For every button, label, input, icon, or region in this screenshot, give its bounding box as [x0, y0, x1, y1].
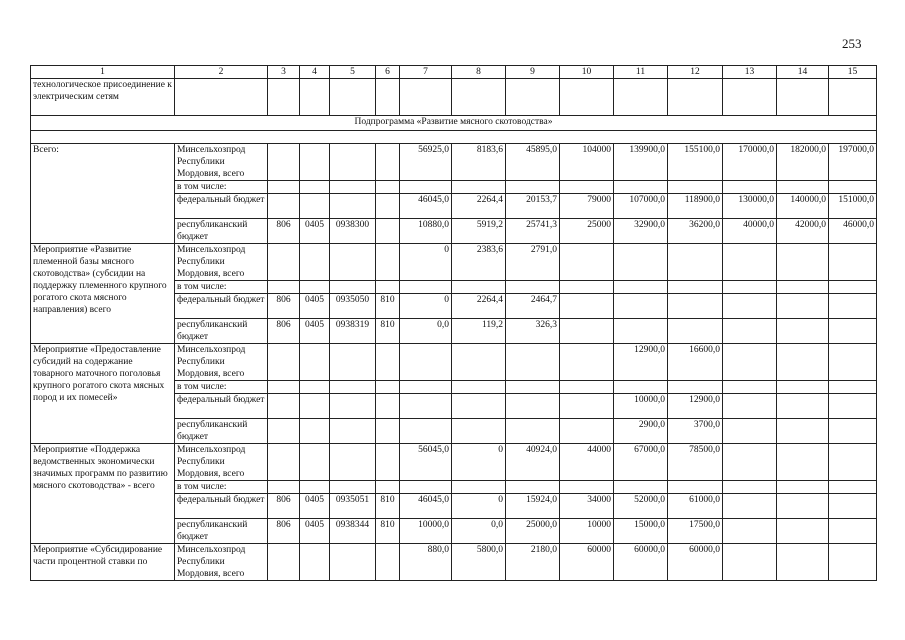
value-cell: 0,0 [400, 319, 452, 344]
value-cell [614, 319, 668, 344]
value-cell: 45895,0 [506, 144, 560, 181]
value-cell: 119,2 [452, 319, 506, 344]
value-cell [777, 319, 829, 344]
column-number-header: 3 [268, 66, 300, 79]
value-cell: 0 [400, 244, 452, 281]
value-cell [330, 181, 376, 194]
value-cell [506, 344, 560, 381]
value-cell [376, 419, 400, 444]
value-cell [829, 181, 877, 194]
funding-source-cell: в том числе: [175, 481, 268, 494]
value-cell [376, 244, 400, 281]
funding-source-cell: республиканский бюджет [175, 319, 268, 344]
value-cell [829, 519, 877, 544]
value-cell [300, 144, 330, 181]
value-cell [400, 281, 452, 294]
column-number-header: 5 [330, 66, 376, 79]
value-cell [723, 294, 777, 319]
value-cell [452, 381, 506, 394]
value-cell [268, 481, 300, 494]
value-cell: 60000,0 [614, 544, 668, 581]
value-cell [723, 519, 777, 544]
value-cell [330, 281, 376, 294]
column-number-header: 12 [668, 66, 723, 79]
value-cell: 42000,0 [777, 219, 829, 244]
value-cell [560, 381, 614, 394]
value-cell [376, 544, 400, 581]
value-cell [268, 344, 300, 381]
value-cell [560, 181, 614, 194]
value-cell [614, 181, 668, 194]
value-cell [777, 281, 829, 294]
value-cell: 0935051 [330, 494, 376, 519]
value-cell: 2180,0 [506, 544, 560, 581]
value-cell: 60000,0 [668, 544, 723, 581]
value-cell: 5800,0 [452, 544, 506, 581]
value-cell: 46000,0 [829, 219, 877, 244]
value-cell: 139900,0 [614, 144, 668, 181]
value-cell: 155100,0 [668, 144, 723, 181]
value-cell: 10880,0 [400, 219, 452, 244]
funding-source-cell: в том числе: [175, 281, 268, 294]
value-cell [723, 494, 777, 519]
value-cell [668, 244, 723, 281]
value-cell [506, 394, 560, 419]
value-cell [829, 394, 877, 419]
group-title: Мероприятие «Субсидирование части процентной ставки по [31, 544, 175, 581]
row-title: технологическое присоединение к электрическим сетям [31, 79, 175, 116]
value-cell: 0935050 [330, 294, 376, 319]
value-cell: 79000 [560, 194, 614, 219]
budget-table [30, 65, 877, 581]
table-row [31, 144, 877, 181]
group-title: Мероприятие «Развитие племенной базы мясного скотоводства» (субсидии на поддержку племенного крупного рогатого скота мясного направления) всего [31, 244, 175, 344]
value-cell [723, 544, 777, 581]
value-cell [506, 181, 560, 194]
value-cell [560, 344, 614, 381]
funding-source-cell: республиканский бюджет [175, 419, 268, 444]
value-cell [723, 344, 777, 381]
column-number-header: 15 [829, 66, 877, 79]
value-cell: 60000 [560, 544, 614, 581]
value-cell [400, 381, 452, 394]
value-cell: 2383,6 [452, 244, 506, 281]
value-cell [506, 281, 560, 294]
value-cell: 12900,0 [668, 394, 723, 419]
value-cell [777, 494, 829, 519]
value-cell [723, 181, 777, 194]
column-number-header: 4 [300, 66, 330, 79]
value-cell [268, 381, 300, 394]
value-cell [829, 294, 877, 319]
value-cell [376, 219, 400, 244]
value-cell [777, 444, 829, 481]
value-cell [829, 419, 877, 444]
value-cell: 0 [452, 494, 506, 519]
value-cell [506, 381, 560, 394]
funding-source-cell: Минсельхозпрод Республики Мордовия, всего [175, 344, 268, 381]
column-number-header: 1 [31, 66, 175, 79]
value-cell: 8183,6 [452, 144, 506, 181]
value-cell [668, 294, 723, 319]
value-cell: 0405 [300, 319, 330, 344]
value-cell: 0 [452, 444, 506, 481]
value-cell [330, 244, 376, 281]
value-cell [376, 281, 400, 294]
value-cell: 15924,0 [506, 494, 560, 519]
value-cell [376, 181, 400, 194]
value-cell [723, 444, 777, 481]
value-cell: 46045,0 [400, 194, 452, 219]
value-cell: 151000,0 [829, 194, 877, 219]
funding-source-cell: республиканский бюджет [175, 219, 268, 244]
funding-source-cell: федеральный бюджет [175, 294, 268, 319]
value-cell [614, 381, 668, 394]
value-cell [268, 544, 300, 581]
value-cell [268, 194, 300, 219]
table-row [31, 344, 877, 381]
value-cell: 78500,0 [668, 444, 723, 481]
funding-source-cell: в том числе: [175, 181, 268, 194]
value-cell: 17500,0 [668, 519, 723, 544]
funding-source-cell: федеральный бюджет [175, 494, 268, 519]
value-cell: 806 [268, 219, 300, 244]
value-cell [452, 394, 506, 419]
column-number-header: 9 [506, 66, 560, 79]
group-title: Мероприятие «Предоставление субсидий на содержание товарного маточного поголовья крупного рогатого скота мясных пород и их помесей» [31, 344, 175, 444]
value-cell [723, 381, 777, 394]
value-cell [400, 181, 452, 194]
table-row [31, 444, 877, 481]
value-cell [300, 394, 330, 419]
value-cell [668, 181, 723, 194]
value-cell [452, 419, 506, 444]
value-cell [723, 419, 777, 444]
value-cell [268, 394, 300, 419]
value-cell: 25000,0 [506, 519, 560, 544]
value-cell [829, 344, 877, 381]
value-cell: 15000,0 [614, 519, 668, 544]
value-cell [668, 381, 723, 394]
value-cell [777, 481, 829, 494]
value-cell [560, 294, 614, 319]
column-number-header: 10 [560, 66, 614, 79]
value-cell: 16600,0 [668, 344, 723, 381]
value-cell [560, 281, 614, 294]
value-cell: 2900,0 [614, 419, 668, 444]
value-cell [400, 394, 452, 419]
value-cell: 25741,3 [506, 219, 560, 244]
value-cell: 810 [376, 319, 400, 344]
value-cell [777, 181, 829, 194]
value-cell [376, 381, 400, 394]
table-row [31, 79, 877, 116]
value-cell [452, 181, 506, 194]
value-cell [829, 494, 877, 519]
value-cell: 0405 [300, 294, 330, 319]
value-cell [829, 544, 877, 581]
value-cell: 10000,0 [614, 394, 668, 419]
value-cell [300, 544, 330, 581]
value-cell [777, 244, 829, 281]
value-cell [376, 144, 400, 181]
value-cell: 806 [268, 494, 300, 519]
value-cell [376, 394, 400, 419]
value-cell: 326,3 [506, 319, 560, 344]
column-number-header: 11 [614, 66, 668, 79]
value-cell: 5919,2 [452, 219, 506, 244]
value-cell: 34000 [560, 494, 614, 519]
value-cell: 40000,0 [723, 219, 777, 244]
column-number-header: 13 [723, 66, 777, 79]
value-cell [777, 344, 829, 381]
value-cell: 52000,0 [614, 494, 668, 519]
column-number-header: 2 [175, 66, 268, 79]
table-row [31, 544, 877, 581]
value-cell: 806 [268, 519, 300, 544]
value-cell [723, 244, 777, 281]
value-cell [829, 281, 877, 294]
value-cell [400, 419, 452, 444]
value-cell [668, 481, 723, 494]
value-cell: 0405 [300, 219, 330, 244]
value-cell [777, 394, 829, 419]
column-number-header: 14 [777, 66, 829, 79]
value-cell [376, 194, 400, 219]
value-cell: 61000,0 [668, 494, 723, 519]
value-cell [614, 244, 668, 281]
value-cell: 20153,7 [506, 194, 560, 219]
value-cell [268, 144, 300, 181]
section-title: Подпрограмма «Развитие мясного скотоводства» [31, 116, 877, 131]
value-cell: 25000 [560, 219, 614, 244]
value-cell [300, 481, 330, 494]
value-cell [506, 481, 560, 494]
value-cell: 182000,0 [777, 144, 829, 181]
value-cell [330, 481, 376, 494]
value-cell: 880,0 [400, 544, 452, 581]
value-cell: 56045,0 [400, 444, 452, 481]
value-cell [723, 481, 777, 494]
value-cell [777, 519, 829, 544]
value-cell [668, 319, 723, 344]
value-cell [777, 419, 829, 444]
value-cell [668, 281, 723, 294]
value-cell [452, 344, 506, 381]
funding-source-cell: Минсельхозпрод Республики Мордовия, всего [175, 544, 268, 581]
group-title: Всего: [31, 144, 175, 244]
value-cell [400, 344, 452, 381]
funding-source-cell: федеральный бюджет [175, 394, 268, 419]
value-cell: 10000,0 [400, 519, 452, 544]
value-cell [268, 281, 300, 294]
value-cell [777, 294, 829, 319]
value-cell [330, 144, 376, 181]
funding-source-cell: республиканский бюджет [175, 519, 268, 544]
value-cell [614, 481, 668, 494]
value-cell: 130000,0 [723, 194, 777, 219]
value-cell: 107000,0 [614, 194, 668, 219]
value-cell [560, 319, 614, 344]
value-cell: 0 [400, 294, 452, 319]
value-cell: 46045,0 [400, 494, 452, 519]
column-number-header: 6 [376, 66, 400, 79]
value-cell: 197000,0 [829, 144, 877, 181]
value-cell: 40924,0 [506, 444, 560, 481]
value-cell: 2464,7 [506, 294, 560, 319]
value-cell [560, 419, 614, 444]
spacer-row [31, 131, 877, 144]
value-cell: 0405 [300, 494, 330, 519]
value-cell [300, 281, 330, 294]
funding-source-cell: Минсельхозпрод Республики Мордовия, всего [175, 444, 268, 481]
value-cell [777, 381, 829, 394]
value-cell [723, 319, 777, 344]
value-cell [829, 444, 877, 481]
value-cell [268, 444, 300, 481]
section-row [31, 116, 877, 131]
value-cell [452, 481, 506, 494]
value-cell [376, 444, 400, 481]
value-cell [376, 344, 400, 381]
value-cell: 67000,0 [614, 444, 668, 481]
value-cell [400, 481, 452, 494]
value-cell [330, 344, 376, 381]
value-cell: 10000 [560, 519, 614, 544]
value-cell: 806 [268, 294, 300, 319]
value-cell [300, 181, 330, 194]
value-cell: 2791,0 [506, 244, 560, 281]
value-cell: 140000,0 [777, 194, 829, 219]
value-cell: 0405 [300, 519, 330, 544]
value-cell [560, 244, 614, 281]
page-number: 253 [842, 36, 862, 51]
table-row [31, 244, 877, 281]
value-cell: 104000 [560, 144, 614, 181]
value-cell [330, 194, 376, 219]
value-cell [268, 419, 300, 444]
value-cell: 2264,4 [452, 294, 506, 319]
value-cell: 806 [268, 319, 300, 344]
column-number-header: 8 [452, 66, 506, 79]
value-cell [300, 194, 330, 219]
value-cell [300, 344, 330, 381]
value-cell [330, 381, 376, 394]
value-cell [330, 394, 376, 419]
column-number-header: 7 [400, 66, 452, 79]
value-cell [614, 281, 668, 294]
value-cell [560, 394, 614, 419]
value-cell [506, 419, 560, 444]
value-cell [723, 281, 777, 294]
value-cell: 810 [376, 519, 400, 544]
value-cell [723, 394, 777, 419]
value-cell: 170000,0 [723, 144, 777, 181]
value-cell [829, 481, 877, 494]
value-cell [777, 544, 829, 581]
value-cell [300, 419, 330, 444]
value-cell [300, 381, 330, 394]
value-cell: 0938344 [330, 519, 376, 544]
value-cell: 56925,0 [400, 144, 452, 181]
value-cell: 0938319 [330, 319, 376, 344]
value-cell: 118900,0 [668, 194, 723, 219]
value-cell [560, 481, 614, 494]
funding-source-cell: Минсельхозпрод Республики Мордовия, всего [175, 144, 268, 181]
value-cell [300, 244, 330, 281]
value-cell: 810 [376, 294, 400, 319]
group-title: Мероприятие «Поддержка ведомственных экономически значимых программ по развитию мясного скотоводства» - всего [31, 444, 175, 544]
value-cell [268, 181, 300, 194]
value-cell [829, 319, 877, 344]
funding-source-cell: в том числе: [175, 381, 268, 394]
value-cell [268, 244, 300, 281]
value-cell [452, 281, 506, 294]
value-cell: 36200,0 [668, 219, 723, 244]
value-cell [330, 419, 376, 444]
value-cell: 810 [376, 494, 400, 519]
value-cell [376, 481, 400, 494]
value-cell: 0938300 [330, 219, 376, 244]
column-number-header-row [31, 66, 877, 79]
value-cell [614, 294, 668, 319]
value-cell [330, 444, 376, 481]
value-cell: 2264,4 [452, 194, 506, 219]
value-cell [829, 244, 877, 281]
funding-source-cell: федеральный бюджет [175, 194, 268, 219]
value-cell [829, 381, 877, 394]
value-cell: 3700,0 [668, 419, 723, 444]
value-cell: 12900,0 [614, 344, 668, 381]
funding-source-cell: Минсельхозпрод Республики Мордовия, всего [175, 244, 268, 281]
value-cell: 44000 [560, 444, 614, 481]
value-cell: 32900,0 [614, 219, 668, 244]
value-cell [300, 444, 330, 481]
value-cell: 0,0 [452, 519, 506, 544]
value-cell [330, 544, 376, 581]
